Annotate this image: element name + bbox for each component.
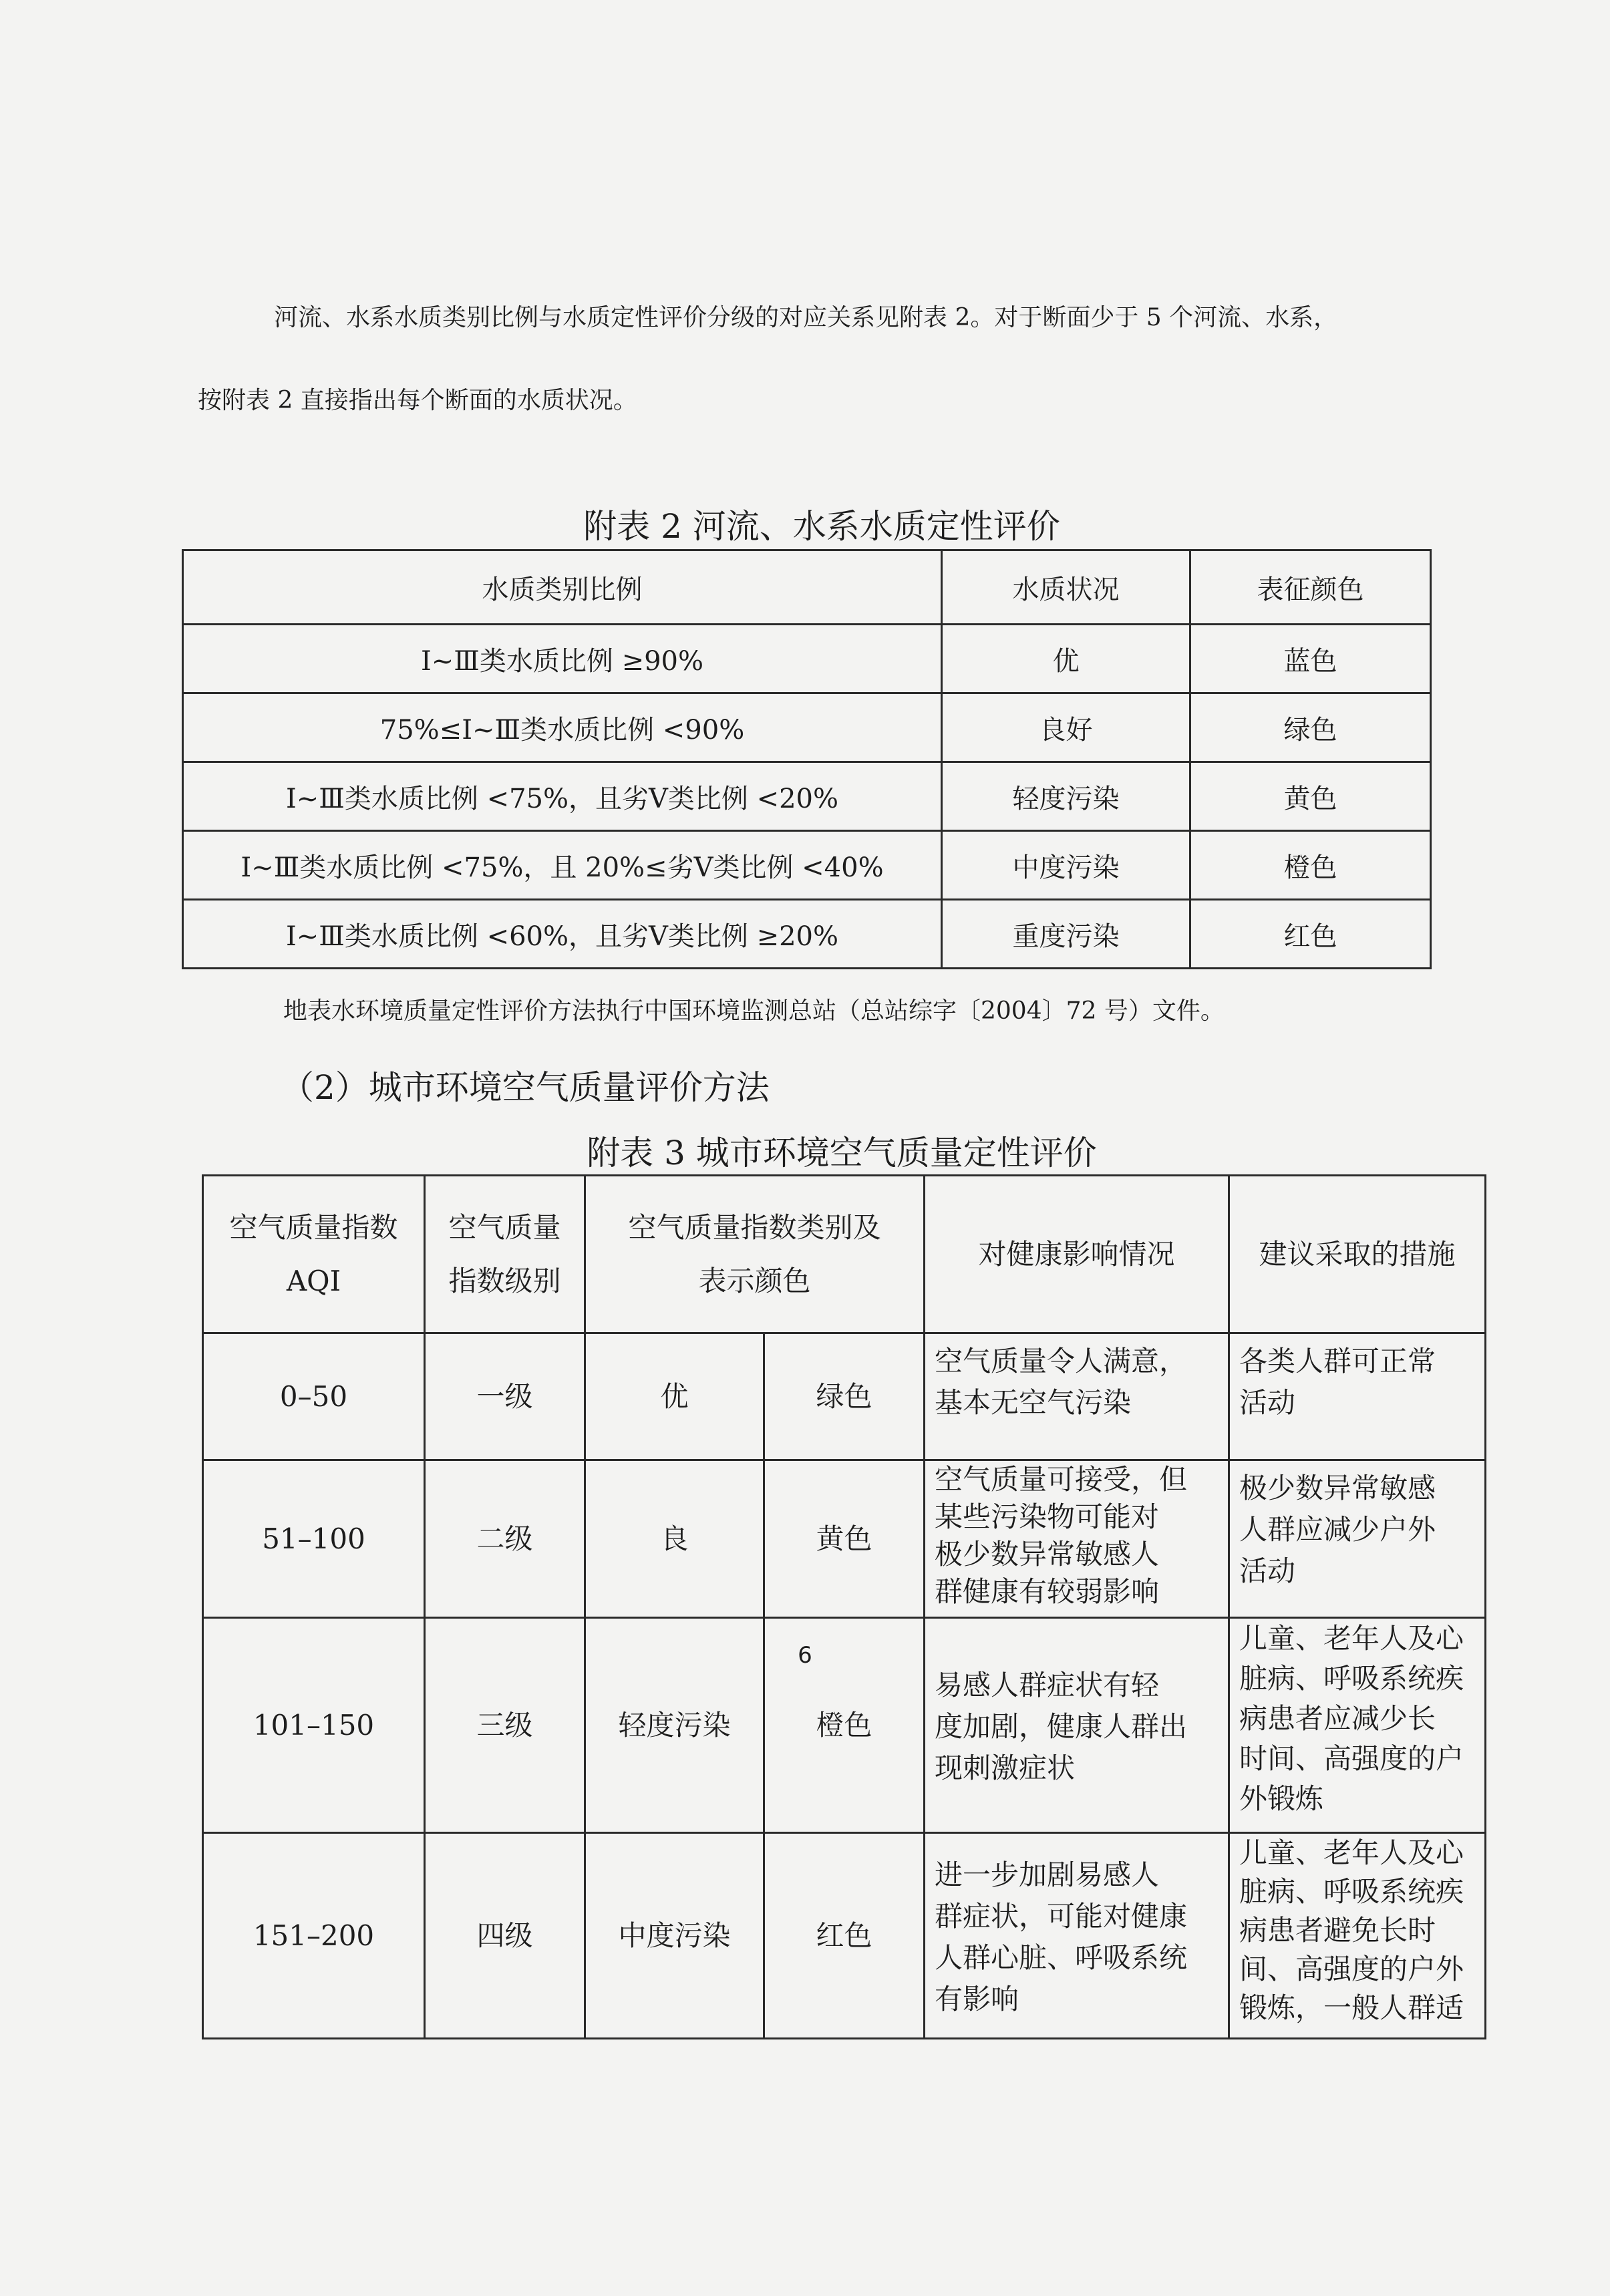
measures-line: 病患者应减少长 [1239, 1702, 1436, 1735]
health-line: 进一步加剧易感人 [935, 1858, 1160, 1891]
cell-aqi: 151–200 [203, 1833, 425, 2039]
cell-status: 中度污染 [942, 831, 1190, 900]
cell-level: 三级 [425, 1618, 585, 1833]
measures-line: 儿童、老年人及心 [1239, 1836, 1464, 1869]
section-heading: （2）城市环境空气质量评价方法 [281, 1068, 770, 1107]
health-line: 基本无空气污染 [935, 1386, 1132, 1419]
cell-category: 轻度污染 [585, 1618, 764, 1833]
header-level [425, 1176, 585, 1333]
header-aqi-line1: 空气质量指数 [229, 1210, 398, 1244]
cell-ratio: Ⅰ~Ⅲ类水质比例 <75%，且 20%≤劣Ⅴ类比例 <40% [183, 831, 942, 900]
water-quality-table [182, 549, 1432, 969]
cell-color: 黄色 [1190, 762, 1431, 831]
health-line: 极少数异常敏感人 [935, 1538, 1160, 1571]
health-line: 度加剧，健康人群出 [935, 1709, 1188, 1743]
cell-color: 黄色 [764, 1460, 925, 1618]
air-quality-table [202, 1174, 1486, 2039]
cell-color: 橙色 [764, 1618, 925, 1833]
header-category [585, 1176, 925, 1333]
cell-color: 绿色 [764, 1333, 925, 1460]
table-row [203, 1333, 1486, 1460]
cell-category: 中度污染 [585, 1833, 764, 2039]
table-row [183, 762, 1431, 831]
header-health: 对健康影响情况 [925, 1176, 1229, 1333]
health-line: 空气质量可接受，但 [935, 1463, 1188, 1496]
cell-measures [1229, 1618, 1486, 1833]
measures-line: 病患者避免长时 [1239, 1914, 1436, 1947]
health-line: 空气质量令人满意， [935, 1345, 1188, 1377]
cell-aqi: 51–100 [203, 1460, 425, 1618]
table-row [203, 1618, 1486, 1833]
table3-caption: 附表 3 城市环境空气质量定性评价 [587, 1134, 1097, 1172]
measures-line: 脏病、呼吸系统疾 [1239, 1662, 1464, 1695]
header-category-line1: 空气质量指数类别及 [628, 1210, 881, 1244]
measures-line: 间、高强度的户外 [1239, 1953, 1464, 1985]
table-row [183, 900, 1431, 969]
cell-level: 四级 [425, 1833, 585, 2039]
measures-line: 外锻炼 [1239, 1782, 1324, 1815]
cell-status: 轻度污染 [942, 762, 1190, 831]
health-line: 易感人群症状有轻 [935, 1668, 1160, 1701]
cell-health [925, 1333, 1229, 1460]
header-level-line2: 指数级别 [448, 1264, 561, 1297]
cell-ratio: Ⅰ~Ⅲ类水质比例 ≥90% [183, 625, 942, 693]
header-category-ratio: 水质类别比例 [183, 550, 942, 625]
cell-color: 绿色 [1190, 693, 1431, 762]
header-level-line1: 空气质量 [448, 1210, 561, 1244]
cell-measures [1229, 1833, 1486, 2039]
table-row [203, 1833, 1486, 2039]
cell-status: 重度污染 [942, 900, 1190, 969]
health-line: 现刺激症状 [935, 1751, 1076, 1784]
cell-measures [1229, 1460, 1486, 1618]
health-line: 人群心脏、呼吸系统 [935, 1941, 1188, 1974]
table-header-row [183, 550, 1431, 625]
cell-health [925, 1833, 1229, 2039]
table-header-row [203, 1176, 1486, 1333]
cell-category: 良 [585, 1460, 764, 1618]
table-row [183, 625, 1431, 693]
measures-line: 人群应减少户外 [1239, 1513, 1436, 1546]
cell-ratio: Ⅰ~Ⅲ类水质比例 <75%，且劣Ⅴ类比例 <20% [183, 762, 942, 831]
cell-health [925, 1618, 1229, 1833]
cell-color: 橙色 [1190, 831, 1431, 900]
cell-category: 优 [585, 1333, 764, 1460]
cell-color: 红色 [764, 1833, 925, 2039]
measures-line: 活动 [1239, 1554, 1296, 1587]
cell-status: 良好 [942, 693, 1190, 762]
measures-line: 时间、高强度的户 [1239, 1742, 1464, 1775]
page-number: 6 [798, 1642, 812, 1669]
note-paragraph: 地表水环境质量定性评价方法执行中国环境监测总站（总站综字〔2004〕72 号）文件。 [283, 997, 1225, 1025]
measures-line: 锻炼，一般人群适 [1239, 1991, 1464, 2024]
cell-ratio: Ⅰ~Ⅲ类水质比例 <60%，且劣Ⅴ类比例 ≥20% [183, 900, 942, 969]
header-aqi-line2: AQI [286, 1264, 341, 1297]
cell-aqi: 101–150 [203, 1618, 425, 1833]
intro-line-2: 按附表 2 直接指出每个断面的水质状况。 [198, 387, 637, 414]
cell-level: 二级 [425, 1460, 585, 1618]
cell-color: 红色 [1190, 900, 1431, 969]
header-measures: 建议采取的措施 [1229, 1176, 1486, 1333]
table-row [183, 693, 1431, 762]
measures-line: 极少数异常敏感 [1239, 1472, 1436, 1504]
health-line: 群健康有较弱影响 [935, 1575, 1160, 1608]
table-row [203, 1460, 1486, 1618]
health-line: 有影响 [935, 1982, 1019, 2015]
measures-line: 脏病、呼吸系统疾 [1239, 1875, 1464, 1908]
cell-level: 一级 [425, 1333, 585, 1460]
health-line: 群症状，可能对健康 [935, 1899, 1188, 1933]
header-color: 表征颜色 [1190, 550, 1431, 625]
cell-aqi: 0–50 [203, 1333, 425, 1460]
measures-line: 各类人群可正常 [1239, 1345, 1436, 1377]
cell-ratio: 75%≤Ⅰ~Ⅲ类水质比例 <90% [183, 693, 942, 762]
health-line: 某些污染物可能对 [935, 1500, 1160, 1533]
intro-line-1: 河流、水系水质类别比例与水质定性评价分级的对应关系见附表 2。对于断面少于 5 个河流、水系， [274, 304, 1338, 331]
measures-line: 儿童、老年人及心 [1239, 1622, 1464, 1655]
cell-measures [1229, 1333, 1486, 1460]
table-row [183, 831, 1431, 900]
header-water-status: 水质状况 [942, 550, 1190, 625]
measures-line: 活动 [1239, 1386, 1296, 1419]
header-category-line2: 表示颜色 [698, 1264, 811, 1297]
cell-health [925, 1460, 1229, 1618]
cell-color: 蓝色 [1190, 625, 1431, 693]
header-aqi [203, 1176, 425, 1333]
table2-caption: 附表 2 河流、水系水质定性评价 [583, 507, 1060, 546]
cell-status: 优 [942, 625, 1190, 693]
